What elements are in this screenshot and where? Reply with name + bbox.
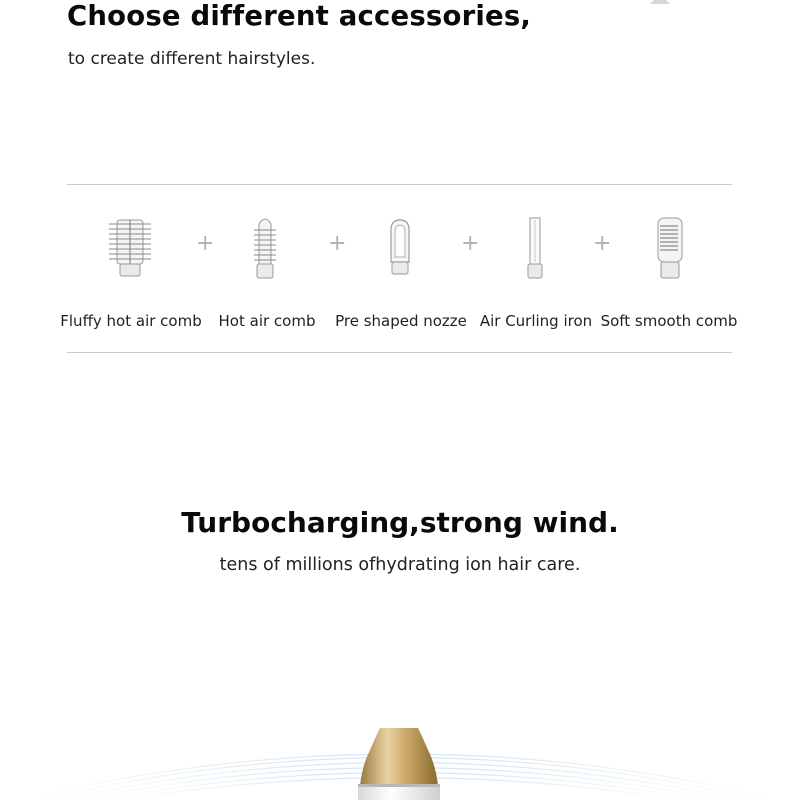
barrel-brush-icon (240, 212, 290, 282)
accessory-label: Soft smooth comb (600, 312, 738, 330)
curling-wand-icon (510, 212, 560, 282)
hair-dryer-product-image (350, 726, 448, 800)
product-fragment-image (648, 0, 672, 4)
accessory-label: Pre shaped nozze (335, 312, 467, 330)
accessory-label: Hot air comb (218, 312, 316, 330)
plus-separator: + (196, 231, 215, 256)
section-subtitle-accessories: to create different hairstyles. (68, 49, 316, 69)
plus-separator: + (461, 231, 480, 256)
accessory-label: Fluffy hot air comb (60, 312, 202, 330)
divider-bottom (67, 352, 732, 353)
section-title-turbo: Turbocharging,strong wind. (181, 506, 619, 539)
divider-top (67, 184, 732, 185)
round-brush-icon (105, 212, 155, 282)
plus-separator: + (593, 231, 612, 256)
paddle-brush-icon (645, 212, 695, 282)
section-subtitle-turbo: tens of millions ofhydrating ion hair care. (219, 555, 581, 575)
accessory-label: Air Curling iron (479, 312, 593, 330)
loop-nozzle-icon (375, 212, 425, 282)
plus-separator: + (328, 231, 347, 256)
section-title-accessories: Choose different accessories, (67, 0, 532, 32)
